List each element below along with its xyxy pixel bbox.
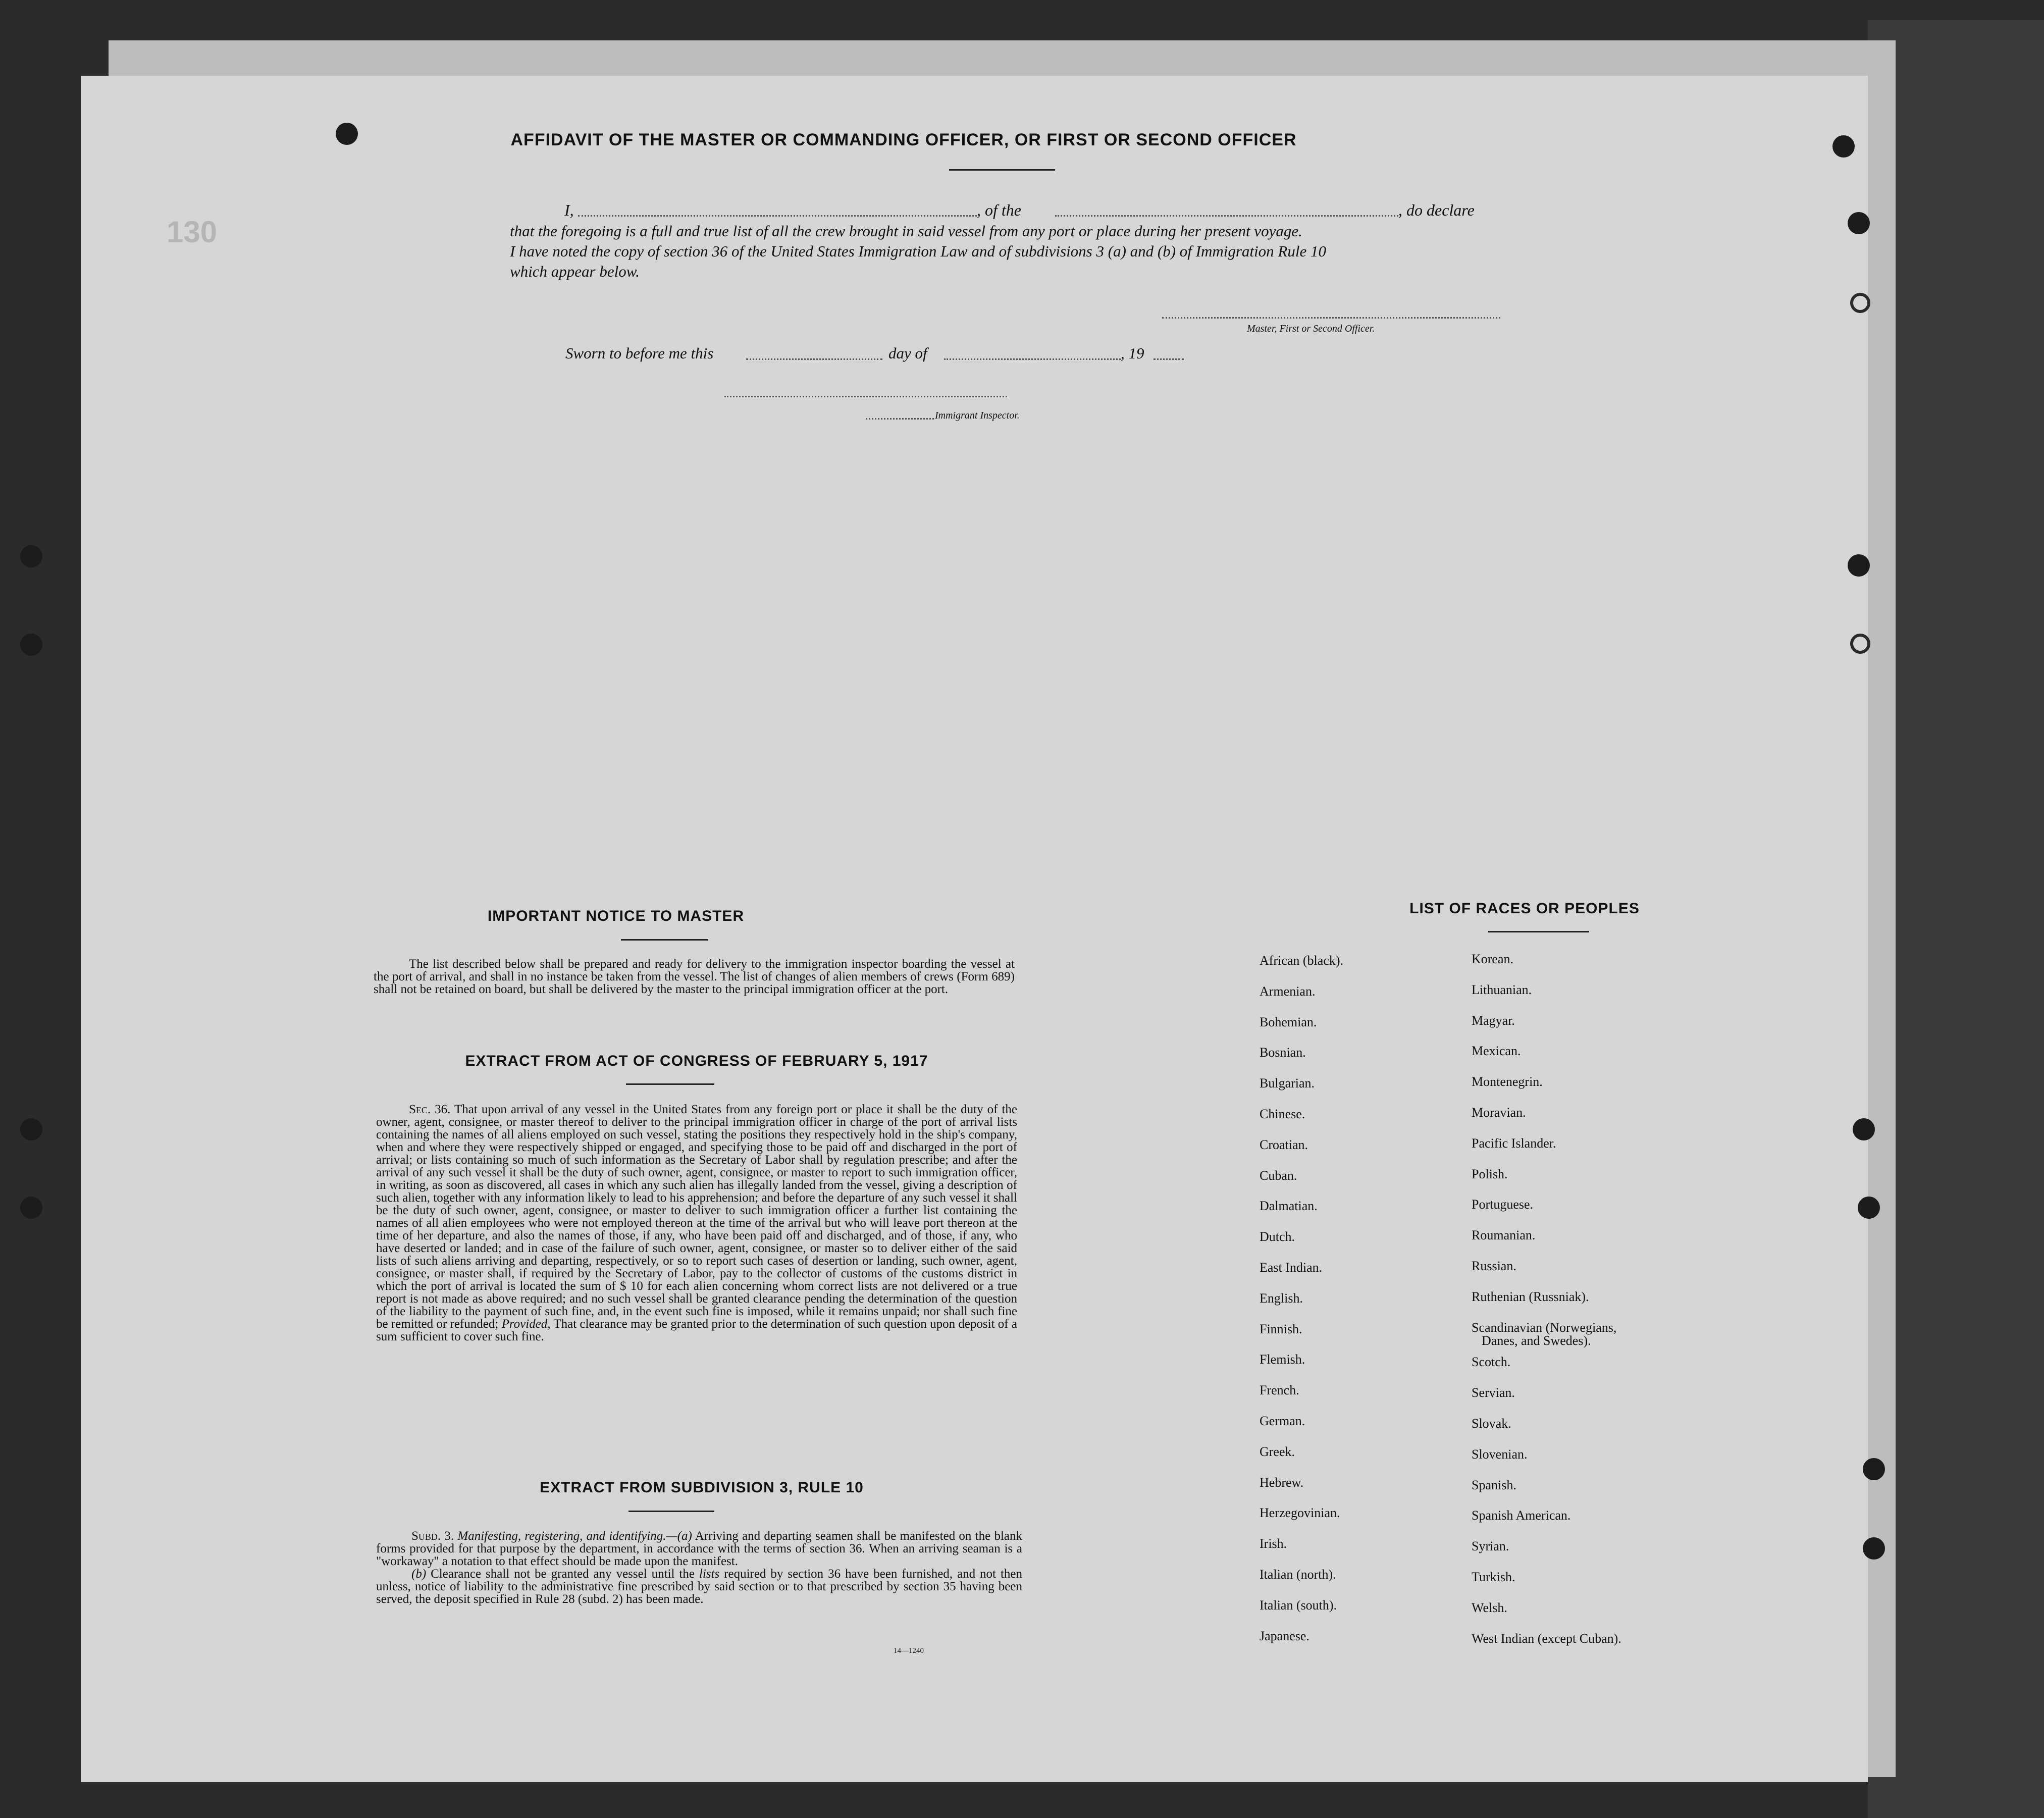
punch-hole [20, 634, 42, 656]
race-item: Turkish. [1472, 1570, 1515, 1584]
race-item: Ruthenian (Russniak). [1472, 1289, 1589, 1304]
subd-b-body-2: required by section 36 have been furnished, and not then unless, notice of liability to the administrative fine prescribed by said section or to that prescribed by section 35 having been served, the deposit specified in Rule 28 (subd. 2) has been made. [376, 1567, 1022, 1606]
punch-hole [1850, 293, 1870, 313]
race-item: Italian (north). [1260, 1567, 1336, 1582]
notice-text: The list described below shall be prepared and ready for delivery to the immigration inspector boarding the vessel at the port of arrival, and shall in no instance be taken from the vessel. The list of changes of alien members of crews (Form 689) shall not be retained on board, but shall be delivered by the master to the principal immigration officer at the port. [374, 957, 1015, 996]
race-item: Moravian. [1472, 1105, 1526, 1120]
affidavit-i: I, [564, 201, 574, 219]
race-item: Dalmatian. [1260, 1199, 1318, 1214]
punch-hole [1832, 135, 1855, 158]
punch-hole [20, 1118, 42, 1140]
punch-hole [20, 545, 42, 567]
punch-hole [1848, 554, 1870, 577]
race-item: Russian. [1472, 1259, 1516, 1273]
month-blank [944, 358, 1121, 360]
race-item: West Indian (except Cuban). [1472, 1631, 1621, 1646]
day-of-label: day of [888, 344, 927, 362]
notice-rule [621, 939, 708, 941]
document-page [81, 76, 1868, 1782]
race-item: Armenian. [1260, 983, 1316, 999]
year-blank [1154, 358, 1184, 360]
act-title: EXTRACT FROM ACT OF CONGRESS OF FEBRUARY 5, 1917 [465, 1053, 928, 1069]
race-item: Portuguese. [1472, 1197, 1534, 1212]
race-item: Polish. [1472, 1166, 1508, 1181]
signature-blank [1162, 317, 1500, 319]
race-item: Bulgarian. [1260, 1076, 1315, 1091]
punch-hole [1853, 1118, 1875, 1140]
race-item: Greek. [1260, 1444, 1295, 1459]
race-item: Scandinavian (Norwegians, [1472, 1320, 1617, 1335]
subd-label: Subd. 3. [411, 1529, 454, 1543]
race-item: Finnish. [1260, 1321, 1302, 1336]
race-item-continuation: Danes, and Swedes). [1482, 1333, 1591, 1348]
inspector-signature-blank [724, 396, 1007, 397]
rule-rule [628, 1511, 714, 1512]
race-item: Lithuanian. [1472, 982, 1532, 997]
race-item: Roumanian. [1472, 1228, 1536, 1243]
affidavit-line-2: that the foregoing is a full and true list of all the crew brought in said vessel from any port or place during her present voyage. [510, 222, 1302, 240]
race-item: Croatian. [1260, 1137, 1308, 1152]
subd-a [376, 1530, 1022, 1568]
race-item: Welsh. [1472, 1600, 1507, 1615]
act-body-end: That clearance may be granted prior to the determination of such question upon deposit of a sum sufficient to cover such fine. [376, 1317, 1017, 1343]
race-item: Irish. [1260, 1536, 1287, 1551]
race-item: Flemish. [1260, 1352, 1305, 1367]
punch-hole [1848, 212, 1870, 234]
race-item: Dutch. [1260, 1229, 1295, 1244]
race-item: Scotch. [1472, 1355, 1511, 1370]
subd-b-body-1: Clearance shall not be granted any vessel until the [431, 1567, 695, 1581]
race-item: Japanese. [1260, 1628, 1309, 1643]
race-item: Slovak. [1472, 1416, 1511, 1431]
subd-b-lists: lists [699, 1567, 720, 1581]
punch-hole [336, 123, 358, 145]
race-item: Pacific Islander. [1472, 1135, 1556, 1151]
race-item: Herzegovinian. [1260, 1505, 1340, 1521]
form-number: 14—1240 [894, 1647, 924, 1655]
master-caption: Master, First or Second Officer. [1247, 323, 1375, 334]
race-item: Magyar. [1472, 1013, 1515, 1028]
year-label: , 19 [1121, 344, 1144, 362]
rule-text [376, 1530, 1022, 1605]
race-item: Bohemian. [1260, 1014, 1317, 1029]
race-item: Chinese. [1260, 1107, 1305, 1121]
title-rule [949, 169, 1055, 171]
inspector-caption: Immigrant Inspector. [935, 410, 1020, 421]
subd-b-label: (b) [411, 1567, 427, 1581]
act-rule [626, 1083, 714, 1085]
race-item: Syrian. [1472, 1539, 1509, 1554]
act-sec-label: Sec. 36. [409, 1103, 451, 1116]
punch-hole [20, 1197, 42, 1219]
race-item: Spanish American. [1472, 1508, 1571, 1523]
race-item: Servian. [1472, 1385, 1515, 1400]
day-blank [746, 358, 882, 360]
vessel-blank [1055, 215, 1398, 217]
punch-hole [1858, 1197, 1880, 1219]
race-item: Spanish. [1472, 1477, 1516, 1492]
race-item: East Indian. [1260, 1260, 1323, 1275]
race-item: French. [1260, 1383, 1299, 1398]
race-item: Slovenian. [1472, 1446, 1528, 1462]
punch-hole [1850, 634, 1870, 654]
sworn-label: Sworn to before me this [565, 344, 714, 362]
race-item: Bosnian. [1260, 1045, 1306, 1060]
race-item: English. [1260, 1290, 1303, 1306]
rule-title: EXTRACT FROM SUBDIVISION 3, RULE 10 [540, 1479, 864, 1496]
race-item: African (black). [1260, 953, 1344, 968]
punch-hole [1863, 1458, 1885, 1480]
race-item: Montenegrin. [1472, 1074, 1543, 1089]
name-blank [578, 215, 977, 217]
race-item: Hebrew. [1260, 1475, 1304, 1490]
subd-italic: Manifesting, registering, and identifying.—(a) [457, 1529, 692, 1543]
margin-mark: 130 [167, 215, 218, 249]
races-title: LIST OF RACES OR PEOPLES [1409, 900, 1640, 917]
act-text [376, 1103, 1017, 1343]
affidavit-of-the: , of the [977, 201, 1021, 219]
race-item: German. [1260, 1414, 1305, 1428]
affidavit-declare: , do declare [1398, 201, 1475, 219]
punch-hole [1863, 1537, 1885, 1560]
races-rule [1488, 931, 1589, 932]
race-item: Cuban. [1260, 1168, 1297, 1183]
affidavit-title: AFFIDAVIT OF THE MASTER OR COMMANDING OFFICER, OR FIRST OR SECOND OFFICER [510, 130, 1297, 149]
affidavit-line-4: which appear below. [510, 263, 640, 280]
notice-title: IMPORTANT NOTICE TO MASTER [487, 908, 745, 924]
race-item: Korean. [1472, 952, 1514, 966]
act-provided: Provided, [501, 1317, 551, 1331]
race-item: Mexican. [1472, 1044, 1521, 1059]
act-body: That upon arrival of any vessel in the United States from any foreign port or place it shall be the duty of the owner, agent, consignee, or master thereof to deliver to the principal immigration officer in charge of the port of arrival lists containing the names of all aliens employed on such vessel, stating the positions they respectively hold in the ship's company, when and where they were respectively shipped or engaged, and specifying those to be paid off and discharged in the port of arrival; or lists containing so much of such information as the Secretary of Labor shall by regulation prescribe; and after the arrival of any such vessel it shall be the duty of such owner, agent, consignee, or master to report to such immigration officer, in writing, as soon as discovered, all cases in which any such alien has illegally landed from the vessel, giving a description of such alien, together with any information likely to lead to his apprehension; and before the departure of any such vessel it shall be the duty of such owner, agent, consignee, or master to deliver to such immigration officer a further list containing the names of all alien employees who were not employed thereon at the time of the arrival but who will leave port thereon at the time of her departure, and also the names of those, if any, who have been paid off and discharged, and of those, if any, who have deserted or landed; and in case of the failure of such owner, agent, consignee, or master so to deliver either of the said lists of such aliens arriving and departing, respectively, or so to report such cases of desertion or landing, such owner, agent, consignee, or master shall, if required by the Secretary of Labor, pay to the collector of customs of the customs district in which the port of arrival is located the sum of $ 10 for each alien concerning whom correct lists are not delivered or a true report is not made as above required; and no such vessel shall be granted clearance pending the determination of the question of the liability to the payment of such fine, and, in the event such fine is imposed, while it remains unpaid; nor shall such fine be remitted or refunded; [376, 1103, 1018, 1331]
inspector-short-blank [866, 418, 934, 420]
subd-body: Arriving and departing seamen shall be manifested on the blank forms provided for that purpose by the department, in accordance with the terms of section 36. When an arriving seaman is a "workaway" a notation to that effect should be made upon the manifest. [376, 1529, 1022, 1568]
subd-b [376, 1568, 1022, 1605]
affidavit-line-3: I have noted the copy of section 36 of the United States Immigration Law and of subdivisions 3 (a) and (b) of Immigration Rule 10 [510, 242, 1326, 260]
race-item: Italian (south). [1260, 1597, 1337, 1613]
